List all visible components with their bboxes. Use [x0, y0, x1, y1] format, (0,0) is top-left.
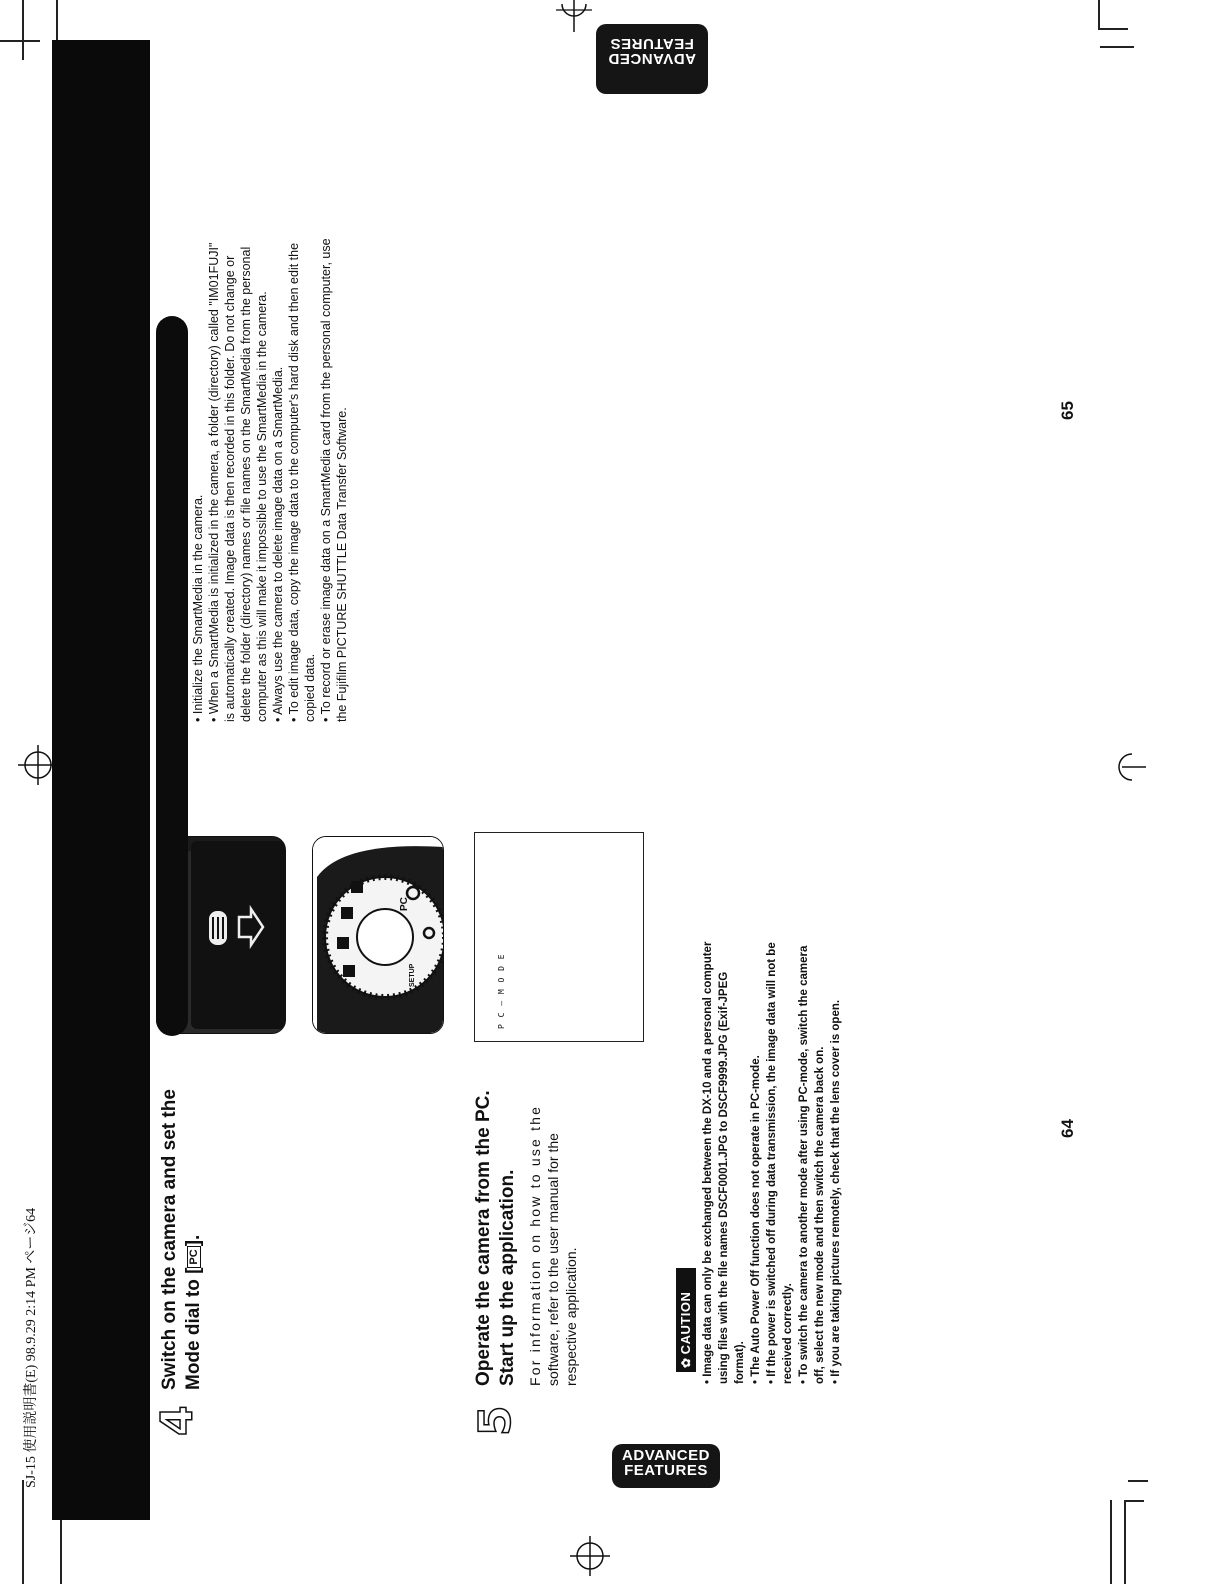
pc-mode-icon: PC — [187, 1246, 201, 1267]
registration-target-icon — [1118, 752, 1146, 782]
dial-label-pc: PC — [399, 897, 410, 911]
registration-target-icon — [556, 0, 592, 32]
crop-mark — [0, 40, 40, 42]
caution-badge: ✿ CAUTION — [676, 1268, 696, 1372]
section-tab-right: ADVANCED FEATURES — [596, 24, 708, 94]
crop-mark — [1098, 28, 1128, 30]
section-tab-left: ADVANCED FEATURES — [612, 1444, 720, 1488]
step-5-body: For information on how to use the software, refer to the user manual for the respective application. — [527, 1104, 579, 1386]
step-5-number: 5 — [470, 1405, 521, 1436]
crop-mark — [56, 0, 58, 40]
crop-mark — [1098, 0, 1100, 28]
registration-target-icon — [570, 1536, 610, 1576]
notes-header-bar — [156, 316, 188, 1036]
mode-dial-illustration — [312, 836, 444, 1034]
notes-list: • Initialize the SmartMedia in the camera. • When a SmartMedia is initialized in the camera, a folder (directory) called "IM01FUJI" is automatically created. Image data is then recorded in this folder. Do not change or delete the folder (directory) names or file names on the SmartMedia from the personal computer as this will make it impossible to use the SmartMedia in the camera. • Always use the camera to delete image data on a SmartMedia. • To edit image data, copy the image data to the computer's hard disk and then edit the copied data. • To record or erase image data on a SmartMedia card from the personal computer, use the Fujifilm PICTURE SHUTTLE Data Transfer Software. — [191, 238, 349, 722]
crop-mark — [1124, 1500, 1144, 1502]
caution-icon: ✿ — [679, 1357, 693, 1368]
step-5-title: Operate the camera from the PC. Start up the application. — [473, 1090, 518, 1386]
print-info: SJ-15 使用説明書(E) 98.9.29 2:14 PM ページ64 — [24, 1207, 39, 1488]
dial-label-setup: SETUP — [409, 963, 416, 987]
caution-list: • Image data can only be exchanged between the DX-10 and a personal computer using files with the file names DSCF0001.JPG to DSCF9999.JPG (Exif-JPEG format). • The Auto Power Off function does not operate in PC-mode. • If the power is switched off during data transmission, the image data will not be received correctly. • To switch the camera to another mode after using PC-mode, switch the camera off, select the new mode and then switch the camera back on. • If you are taking pictures remotely, check that the lens cover is open. — [702, 941, 842, 1384]
step-4-title: Switch on the camera and set the Mode dial to [PC]. — [159, 1089, 205, 1390]
page-number-left: 64 — [1058, 1119, 1077, 1138]
lcd-screen-illustration — [474, 832, 644, 1042]
crop-mark — [1128, 1480, 1148, 1482]
crop-mark — [1110, 1500, 1112, 1584]
step-4-number: 4 — [152, 1405, 203, 1436]
crop-mark — [60, 1520, 62, 1584]
header-band — [52, 40, 150, 1520]
crop-mark — [22, 0, 24, 60]
page-number-right: 65 — [1058, 401, 1077, 420]
lcd-text: P C — M O D E — [497, 953, 506, 1029]
crop-mark — [1100, 46, 1134, 48]
crop-mark — [1124, 1500, 1126, 1584]
crop-mark — [22, 1480, 24, 1584]
